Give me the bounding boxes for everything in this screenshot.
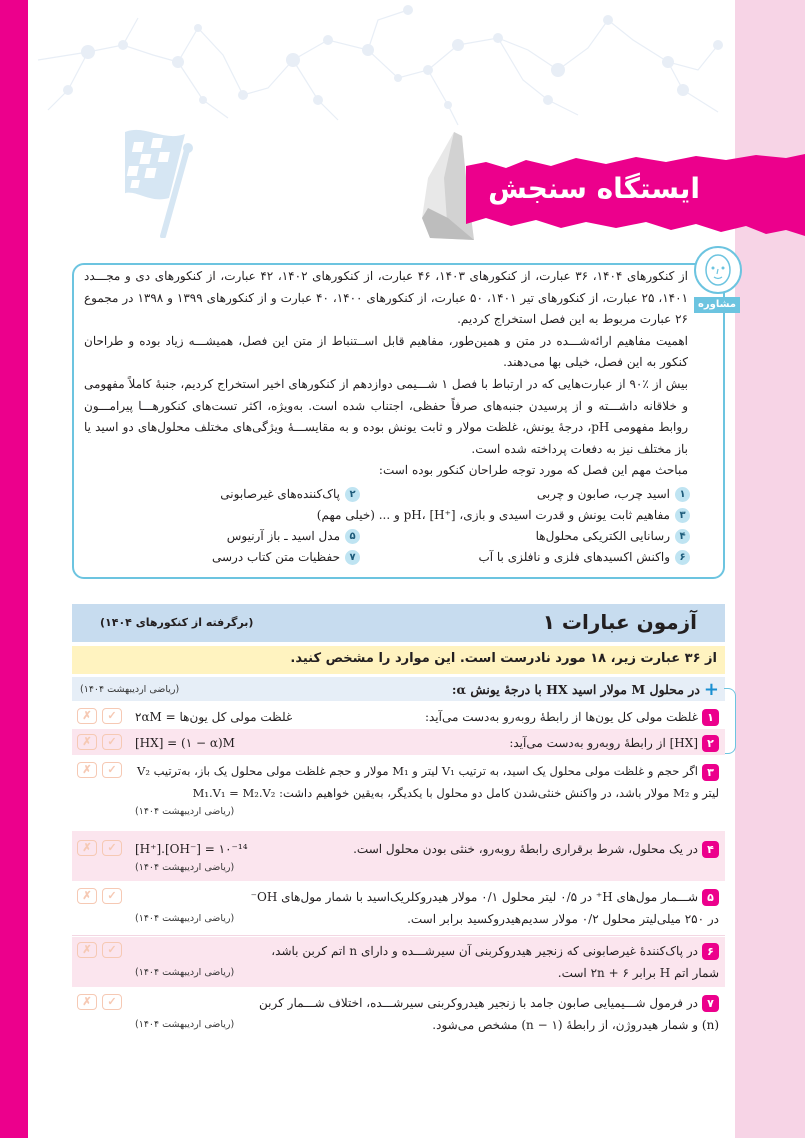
advice-paragraph: اهمیت مفاهیم ارائه‌شـــده در متن و همین‌طور، مفاهیم قابل اســتنباط از متن این فصل، همیشـــه زیاد بوده و طراحان کنکور به این فصل، خیلی بها می‌دهند.	[84, 333, 688, 370]
quiz-header	[72, 604, 725, 642]
statement-item	[72, 989, 725, 1041]
source-label: (ریاضی اردیبهشت ۱۴۰۴)	[135, 806, 235, 817]
mark-true-button[interactable]: ✓	[102, 734, 122, 750]
advice-paragraph: بیش از ٪۹۰ از عبارت‌هایی که در ارتباط با فصل ۱ شـــیمی دوازدهم از کنکورهای اخیر استخراج کردیم، جنبهٔ کاملاً مفهومی و خلاقانه داشـــته و از پرسیدن جنبه‌های صرفاً حفظی، اجتناب شده است. به‌ویژه، اکثر تست‌های کنکورهـــا پیرامـــون روابط مفهومی pH، درجهٔ یونش، غلظت مولار و ثابت یونش بوده و به مقایســـهٔ ویژگی‌های مختلف محلول‌های دو اسید یا باز مختلف نیز به دفعات پرداخته شده است.	[84, 376, 688, 456]
statement-number: ۳	[702, 764, 719, 781]
mark-true-button[interactable]: ✓	[102, 942, 122, 958]
statement-item	[72, 757, 725, 829]
statement-formula: غلظت مولی کل یون‌ها = ۲αM	[135, 710, 293, 724]
statement-number: ۴	[702, 841, 719, 858]
source-label: (ریاضی اردیبهشت ۱۴۰۴)	[135, 913, 235, 924]
statement-text: اگر حجم و غلظت مولی محلول یک اسید، به ترتیب V₁ لیتر و M₁ مولار و حجم غلظت مولی محلول یک باز، به‌ترتیب V₂ لیتر و M₂ مولار باشد، در واکنش خنثی‌شدن کامل دو محلول با یکدیگر، به‌یقین خواهیم داشت:	[137, 764, 719, 800]
topic-item	[360, 547, 690, 568]
quiz-instruction	[72, 646, 725, 674]
mark-true-button[interactable]: ✓	[102, 708, 122, 724]
advice-paragraph: مباحث مهم این فصل که مورد توجه طراحان کنکور بوده است:	[378, 463, 688, 478]
mark-false-button[interactable]: ✗	[77, 994, 97, 1010]
statement-text: در پاک‌کنندهٔ غیرصابونی که زنجیر هیدروکربنی آن سیرشـــده و دارای n اتم کربن باشد، شمار اتم H برابر ۶ + ۲n است.	[271, 944, 719, 980]
statement-item	[72, 831, 725, 881]
statement-number: ۲	[702, 735, 719, 752]
statement-text: [HX] از رابطهٔ روبه‌رو به‌دست می‌آید:	[509, 736, 698, 750]
plus-icon: +	[703, 678, 719, 700]
advisor-avatar-icon	[694, 244, 742, 298]
source-label: (ریاضی اردیبهشت ۱۴۰۴)	[135, 1019, 235, 1030]
statement-text: در یک محلول، شرط برقراری رابطهٔ روبه‌رو، خنثی بودن محلول است.	[353, 842, 698, 856]
statement-text: غلظت مولی کل یون‌ها از رابطهٔ روبه‌رو به‌دست می‌آید:	[424, 710, 698, 724]
mark-true-button[interactable]: ✓	[102, 762, 122, 778]
topic-number: ۵	[345, 529, 360, 544]
statement-item	[72, 703, 725, 729]
statement-text: شـــمار مول‌های H⁺ در ۰/۵ لیتر محلول ۰/۱ مولار هیدروکلریک‌اسید با شمار مول‌های OH⁻ در ۲۵۰ میلی‌لیتر محلول ۰/۲ مولار سدیم‌هیدروکسید برابر است.	[250, 890, 719, 926]
topic-text: پاک‌کننده‌های غیرصابونی	[220, 487, 340, 501]
topic-number: ۱	[675, 487, 690, 502]
topic-item	[212, 547, 360, 568]
topic-text: مفاهیم ثابت یونش و قدرت اسیدی و بازی، pH، [H⁺] و ... (خیلی مهم)	[316, 508, 670, 522]
important-topics-list	[86, 484, 690, 568]
source-label: (ریاضی اردیبهشت ۱۴۰۴)	[135, 862, 235, 873]
statement-item	[72, 937, 725, 987]
statement-formula: [HX] = (۱ − α)M	[135, 736, 235, 750]
topic-item	[227, 526, 360, 547]
page-title: ایستگاه سنجش	[488, 172, 700, 205]
statement-group-heading	[72, 677, 725, 701]
mark-false-button[interactable]: ✗	[77, 708, 97, 724]
statement-number: ۵	[702, 889, 719, 906]
statement-number: ۷	[702, 995, 719, 1012]
statement-formula: M₁.V₁ = M₂.V₂	[192, 786, 276, 800]
group-bracket	[724, 688, 736, 754]
topic-item	[86, 505, 690, 526]
mark-true-button[interactable]: ✓	[102, 840, 122, 856]
source-label: (ریاضی اردیبهشت ۱۴۰۴)	[80, 683, 180, 695]
mark-false-button[interactable]: ✗	[77, 888, 97, 904]
statement-number: ۶	[702, 943, 719, 960]
quiz-title: آزمون عبارات ۱	[542, 610, 697, 634]
left-margin-strip	[0, 0, 28, 1138]
topic-text: رسانایی الکتریکی محلول‌ها	[535, 529, 670, 543]
topic-number: ۳	[675, 508, 690, 523]
molecule-network-decoration	[28, 0, 735, 140]
topic-number: ۴	[675, 529, 690, 544]
quiz-instruction-text: از ۳۶ عبارت زیر، ۱۸ مورد نادرست است. این موارد را مشخص کنید.	[290, 651, 717, 666]
quiz-subtitle: (برگرفته از کنکورهای ۱۴۰۴)	[100, 616, 254, 629]
mark-false-button[interactable]: ✗	[77, 942, 97, 958]
source-label: (ریاضی اردیبهشت ۱۴۰۴)	[135, 967, 235, 978]
mark-true-button[interactable]: ✓	[102, 994, 122, 1010]
mark-true-button[interactable]: ✓	[102, 888, 122, 904]
topic-number: ۲	[345, 487, 360, 502]
topic-item	[360, 526, 690, 547]
statement-number: ۱	[702, 709, 719, 726]
topic-item	[360, 484, 690, 505]
topic-text: مدل اسید ـ باز آرنیوس	[226, 529, 340, 543]
topic-number: ۷	[345, 550, 360, 565]
group-heading-text: در محلول M مولار اسید HX با درجهٔ یونش α:	[451, 681, 700, 697]
mark-false-button[interactable]: ✗	[77, 762, 97, 778]
topic-item	[220, 484, 360, 505]
divider	[72, 935, 725, 936]
statement-item	[72, 729, 725, 755]
advice-badge: مشاوره	[694, 297, 740, 313]
statement-text: در فرمول شـــیمیایی صابون جامد با زنجیر هیدروکربنی سیرشـــده، اختلاف شـــمار کربن (n) و شمار هیدروژن، از رابطهٔ (n − ۱) مشخص می‌شود.	[259, 996, 719, 1032]
topic-text: حفظیات متن کتاب درسی	[211, 550, 340, 564]
mark-false-button[interactable]: ✗	[77, 734, 97, 750]
mark-false-button[interactable]: ✗	[77, 840, 97, 856]
topic-number: ۶	[675, 550, 690, 565]
statement-formula: [H⁺].[OH⁻] = ۱۰⁻¹⁴	[135, 842, 248, 856]
advice-text	[84, 266, 688, 482]
topic-text: اسید چرب، صابون و چربی	[536, 487, 670, 501]
topic-text: واکنش اکسیدهای فلزی و نافلزی با آب	[478, 550, 670, 564]
checkered-flag-icon	[125, 128, 205, 238]
advice-paragraph: از کنکورهای ۱۴۰۴، ۳۶ عبارت، از کنکورهای ۱۴۰۳، ۴۶ عبارت، از کنکورهای ۱۴۰۲، ۴۲ عبارت، از کنکورهای دی و مجـــدد ۱۴۰۱، ۲۵ عبارت، از کنکورهای تیر ۱۴۰۱، ۵۰ عبارت، از کنکورهای ۱۴۰۰، ۴۰ عبارت و از کنکورهای ۱۳۹۹ و ۱۳۹۸ در مجموع ۲۶ عبارت مربوط به این فصل استخراج کردیم.	[84, 269, 689, 327]
statement-item	[72, 883, 725, 935]
